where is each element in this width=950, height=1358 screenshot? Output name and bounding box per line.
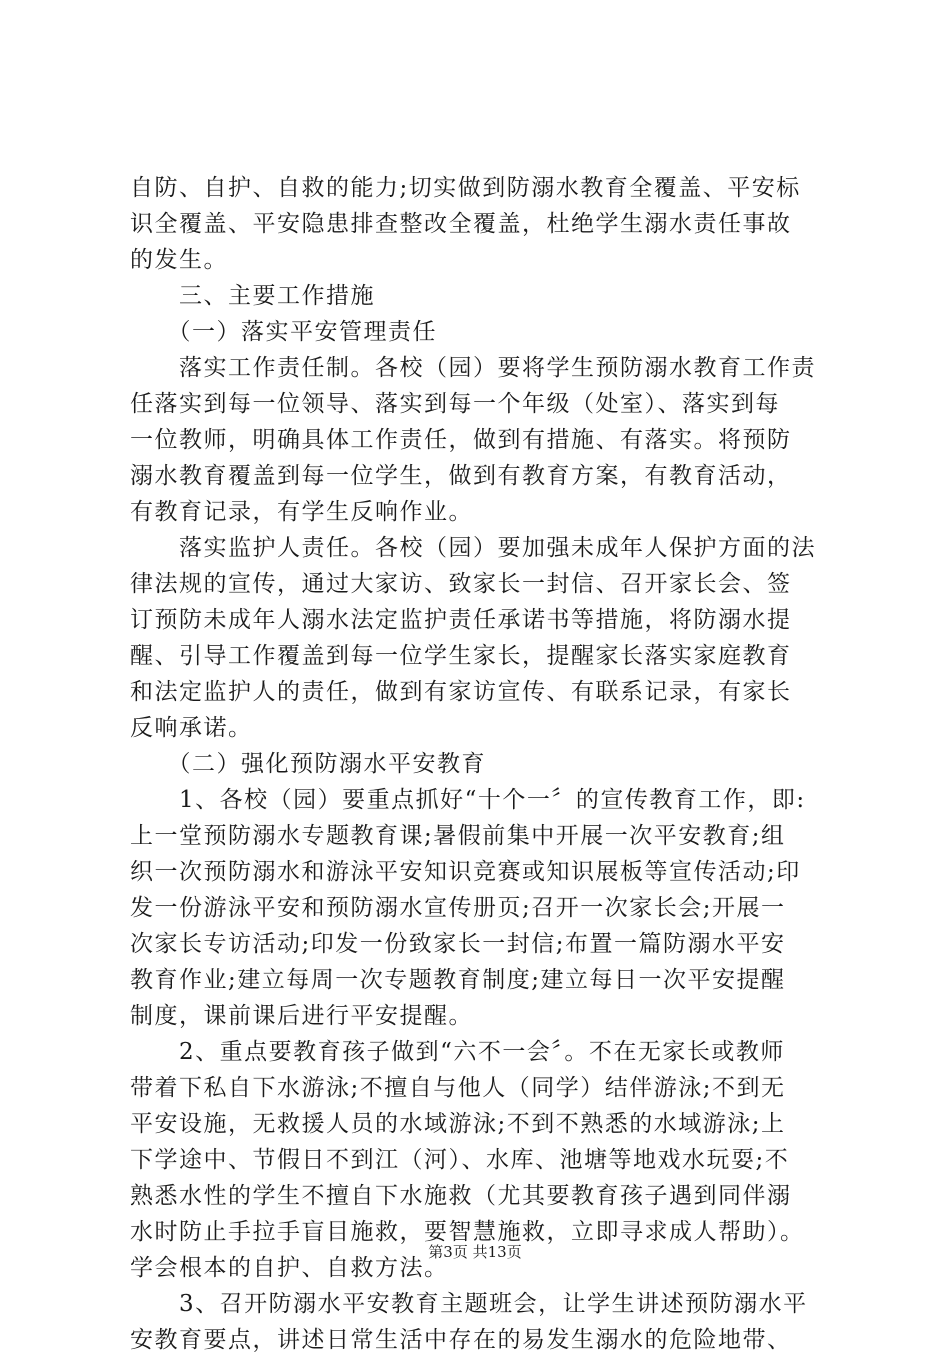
text-line: 水时防止手拉手盲目施救，要智慧施救，立即寻求成人帮助）。 bbox=[130, 1219, 805, 1245]
text-line: 安教育要点，讲述日常生活中存在的易发生溺水的危险地带、 bbox=[130, 1327, 792, 1353]
text-line: 熟悉水性的学生不擅自下水施救（尤其要教育孩子遇到同伴溺 bbox=[130, 1183, 792, 1209]
text-line: 落实监护人责任。各校（园）要加强未成年人保护方面的法 bbox=[130, 535, 816, 561]
text-line: 和法定监护人的责任，做到有家访宣传、有联系记录，有家长 bbox=[130, 679, 792, 705]
text-line: 1、各校（园）要重点抓好“十个一〞的宣传教育工作，即: bbox=[130, 787, 806, 813]
text-line: 任落实到每一位领导、落实到每一个年级（处室）、落实到每 bbox=[130, 391, 780, 417]
text-line: 次家长专访活动;印发一份致家长一封信;布置一篇防溺水平安 bbox=[130, 931, 786, 957]
section-heading: 三、主要工作措施 bbox=[130, 283, 375, 309]
text-line: 订预防未成年人溺水法定监护责任承诺书等措施，将防溺水提 bbox=[130, 607, 792, 633]
text-line: 2、重点要教育孩子做到“六不一会〞。不在无家长或教师 bbox=[130, 1039, 785, 1065]
text-line: 制度，课前课后进行平安提醒。 bbox=[130, 1003, 473, 1029]
page-footer: 第3页 共13页 bbox=[428, 1243, 522, 1261]
text-line: 一位教师，明确具体工作责任，做到有措施、有落实。将预防 bbox=[130, 427, 792, 453]
text-line: 落实工作责任制。各校（园）要将学生预防溺水教育工作责 bbox=[130, 355, 816, 381]
text-line: 醒、引导工作覆盖到每一位学生家长，提醒家长落实家庭教育 bbox=[130, 643, 792, 669]
text-line: 识全覆盖、平安隐患排查整改全覆盖，杜绝学生溺水责任事故 bbox=[130, 211, 792, 237]
text-line: 发一份游泳平安和预防溺水宣传册页;召开一次家长会;开展一 bbox=[130, 895, 786, 921]
text-line: 下学途中、节假日不到江（河）、水库、池塘等地戏水玩耍;不 bbox=[130, 1147, 790, 1173]
text-line: 学会根本的自护、自救方法。 bbox=[130, 1255, 449, 1281]
document-body bbox=[130, 170, 830, 1358]
subsection-heading: （二）强化预防溺水平安教育 bbox=[130, 751, 486, 777]
text-line: 律法规的宣传，通过大家访、致家长一封信、召开家长会、签 bbox=[130, 571, 792, 597]
text-line: 织一次预防溺水和游泳平安知识竞赛或知识展板等宣传活动;印 bbox=[130, 859, 801, 885]
text-line: 反响承诺。 bbox=[130, 715, 253, 741]
text-line: 有教育记录，有学生反响作业。 bbox=[130, 499, 473, 525]
text-line: 自防、自护、自救的能力;切实做到防溺水教育全覆盖、平安标 bbox=[130, 175, 801, 201]
text-line: 平安设施，无救援人员的水域游泳;不到不熟悉的水域游泳;上 bbox=[130, 1111, 786, 1137]
text-line: 带着下私自下水游泳;不擅自与他人（同学）结伴游泳;不到无 bbox=[130, 1075, 786, 1101]
subsection-heading: （一）落实平安管理责任 bbox=[130, 319, 437, 345]
text-line: 的发生。 bbox=[130, 247, 228, 273]
text-line: 溺水教育覆盖到每一位学生，做到有教育方案，有教育活动， bbox=[130, 463, 792, 489]
text-line: 教育作业;建立每周一次专题教育制度;建立每日一次平安提醒 bbox=[130, 967, 786, 993]
text-line: 3、召开防溺水平安教育主题班会，让学生讲述预防溺水平 bbox=[130, 1291, 808, 1317]
text-line: 上一堂预防溺水专题教育课;暑假前集中开展一次平安教育;组 bbox=[130, 823, 786, 849]
